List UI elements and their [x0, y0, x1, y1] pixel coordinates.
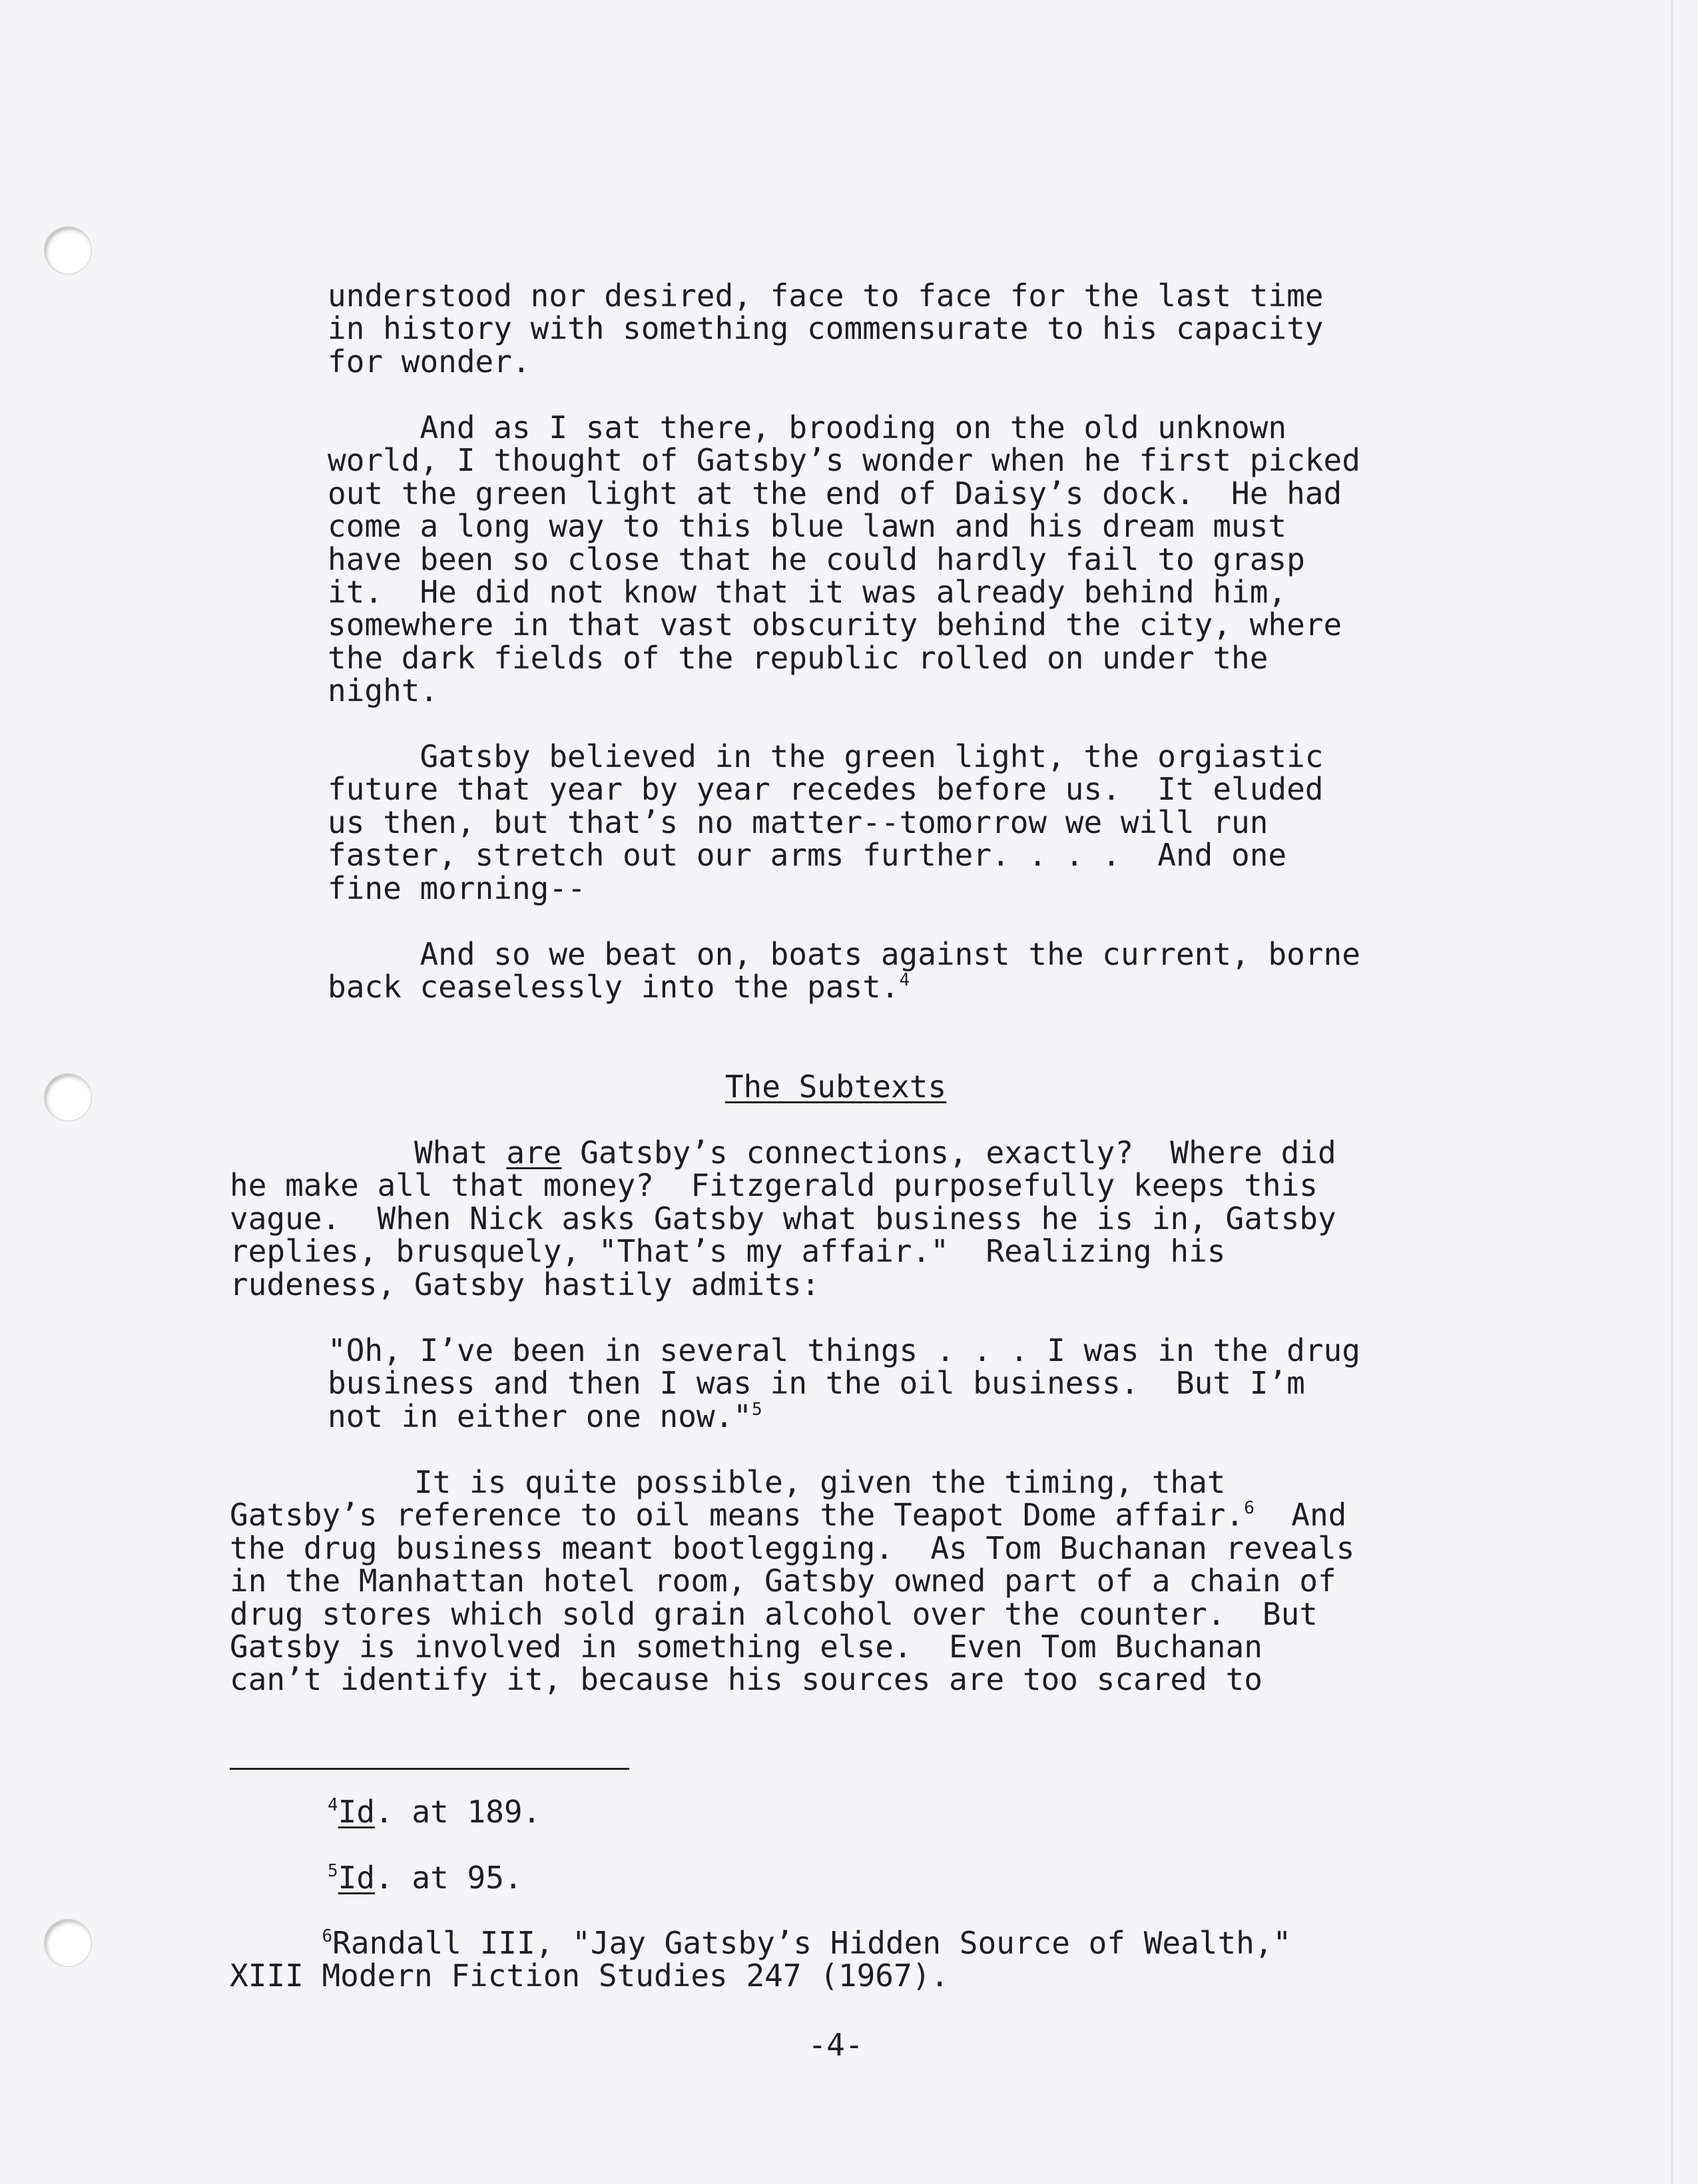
- footnote-ref-5: 5: [751, 1399, 762, 1420]
- text-line-end: And: [1254, 1497, 1347, 1533]
- text-line: It is quite possible, given the timing, that: [230, 1464, 1226, 1500]
- quote-paragraph-2: [328, 411, 1360, 708]
- block-quote: [328, 1334, 1360, 1433]
- text-line: Gatsby is involved in something else. Even Tom Buchanan: [230, 1629, 1263, 1665]
- footnote-id: Id: [338, 1794, 376, 1830]
- quote-paragraph-1: [328, 280, 1324, 378]
- text-line: night.: [328, 673, 439, 709]
- text-line: the drug business meant bootlegging. As Tom Buchanan reveals: [230, 1529, 1355, 1566]
- emphasis-word: are: [506, 1135, 562, 1171]
- text-line: "Oh, I’ve been in several things . . . I was in the drug: [328, 1332, 1360, 1368]
- text-line: in the Manhattan hotel room, Gatsby owned part of a chain of: [230, 1563, 1336, 1599]
- text-line: the dark fields of the republic rolled on under the: [328, 639, 1269, 676]
- text-line: it. He did not know that it was already behind him,: [328, 574, 1287, 611]
- text-line: us then, but that’s no matter--tomorrow we will run: [328, 804, 1269, 840]
- text-line: he make all that money? Fitzgerald purposefully keeps this: [230, 1167, 1318, 1204]
- text-line: And as I sat there, brooding on the old unknown: [328, 410, 1287, 445]
- text-line: faster, stretch out our arms further. . . . And one: [328, 837, 1287, 874]
- footnote-ref-4: 4: [899, 970, 910, 991]
- body-paragraph-5: [230, 1137, 1336, 1301]
- footnote-ref-6: 6: [1244, 1498, 1255, 1519]
- footnote-6: [230, 1927, 1291, 1993]
- text-line: come a long way to this blue lawn and his dream must: [328, 508, 1287, 545]
- text-line: out the green light at the end of Daisy’s dock. He had: [328, 475, 1342, 511]
- body-paragraph-6: [230, 1466, 1354, 1697]
- footnote-separator: [230, 1768, 629, 1770]
- text-line: can’t identify it, because his sources are too scared to: [230, 1661, 1263, 1698]
- text-line: in history with something commensurate to his capacity: [328, 310, 1324, 347]
- text-line: future that year by year recedes before us. It eluded: [328, 771, 1324, 808]
- footnote-number: 6: [322, 1926, 333, 1946]
- footnote-id: Id: [338, 1860, 376, 1896]
- text-line: for wonder.: [328, 343, 531, 380]
- section-heading: [0, 1071, 1671, 1103]
- footnote-text: . at 95.: [375, 1860, 523, 1896]
- text-line: not in either one now.": [328, 1398, 752, 1434]
- text-line: vague. When Nick asks Gatsby what business he is in, Gatsby: [230, 1200, 1336, 1236]
- footnote-5: [328, 1862, 523, 1894]
- text-line: business and then I was in the oil business. But I’m: [328, 1365, 1305, 1402]
- text-line: back ceaselessly into the past.: [328, 969, 900, 1005]
- binder-hole-top: [44, 226, 92, 274]
- text-line-start: What: [230, 1135, 507, 1171]
- quote-paragraph-4: [328, 938, 1360, 1004]
- footnote-text: XIII Modern Fiction Studies 247 (1967).: [230, 1958, 950, 1994]
- footnote-text: . at 189.: [375, 1794, 541, 1830]
- text-line-end: Gatsby’s connections, exactly? Where did: [561, 1135, 1336, 1171]
- section-heading-text: The Subtexts: [724, 1069, 947, 1105]
- text-line: And so we beat on, boats against the current, borne: [328, 936, 1360, 972]
- text-line-start: Gatsby’s reference to oil means the Teapot Dome affair.: [230, 1497, 1245, 1533]
- footnote-number: 5: [328, 1861, 338, 1881]
- footnote-4: [328, 1796, 541, 1828]
- footnote-number: 4: [328, 1795, 338, 1815]
- text-line: fine morning--: [328, 870, 586, 906]
- quote-paragraph-3: [328, 740, 1324, 905]
- footnote-text: Randall III, "Jay Gatsby’s Hidden Source of Wealth,": [332, 1925, 1292, 1961]
- page-number: -4-: [808, 2027, 864, 2063]
- text-line: replies, brusquely, "That’s my affair." Realizing his: [230, 1233, 1226, 1270]
- text-line: rudeness, Gatsby hastily admits:: [230, 1266, 820, 1302]
- binder-hole-bottom: [44, 1919, 92, 1967]
- text-line: world, I thought of Gatsby’s wonder when he first picked: [328, 442, 1360, 479]
- text-line: Gatsby believed in the green light, the orgiastic: [328, 738, 1324, 774]
- text-line: have been so close that he could hardly fail to grasp: [328, 541, 1305, 577]
- text-line: understood nor desired, face to face for the last time: [328, 278, 1324, 314]
- text-line: somewhere in that vast obscurity behind the city, where: [328, 607, 1342, 643]
- text-line: drug stores which sold grain alcohol over the counter. But: [230, 1595, 1318, 1632]
